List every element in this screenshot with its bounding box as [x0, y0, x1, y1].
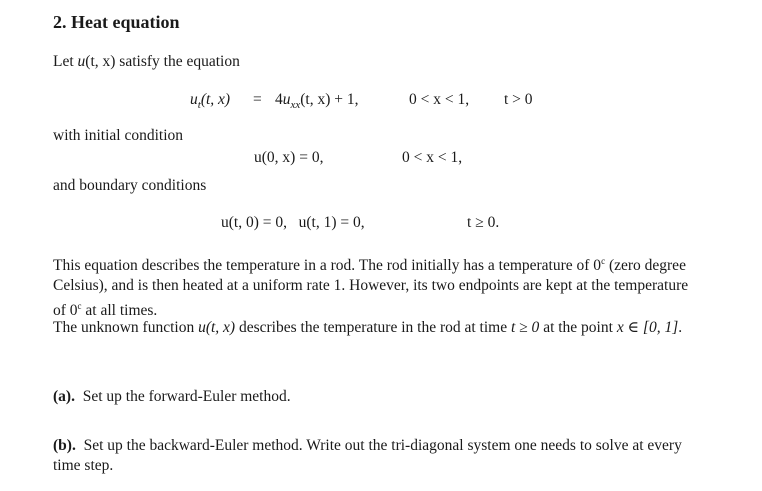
part-a: [53, 387, 693, 407]
section-heading: [53, 12, 180, 33]
rhs-sub: xx: [290, 99, 301, 112]
p2-text-3: at the point: [539, 319, 617, 336]
boundary-condition: u(t, 0) = 0, u(t, 1) = 0,: [221, 214, 365, 231]
section-number: 2.: [53, 12, 67, 32]
lhs-sub: t: [197, 99, 201, 112]
intro-line: [53, 53, 240, 71]
intro-suffix: satisfy the equation: [119, 53, 240, 70]
part-b-label: (b).: [53, 437, 76, 454]
description-paragraph-2: [53, 318, 693, 338]
boundary-label: and boundary conditions: [53, 177, 207, 194]
description-paragraph-1: [53, 251, 693, 321]
boundary-domain: t ≥ 0.: [467, 214, 500, 231]
p1-text-1: This equation describes the temperature in a rod. The rod initially has a temperature of 0: [53, 257, 602, 275]
celsius-sup-2: c: [77, 301, 82, 312]
initial-domain: 0 < x < 1,: [402, 149, 463, 166]
part-b-text: Set up the backward-Euler method. Write out the tri-diagonal system one needs to solve at every time step.: [53, 437, 682, 474]
rhs-args: (t, x) + 1,: [300, 91, 359, 108]
initial-condition: u(0, x) = 0,: [254, 149, 324, 166]
section-title: Heat equation: [71, 12, 180, 32]
rhs-func: u: [282, 91, 291, 108]
lhs-func: u: [190, 91, 198, 108]
celsius-sup-1: c: [601, 256, 606, 266]
intro-args: (t, x): [85, 53, 116, 70]
p2-text-1: The unknown function: [53, 319, 199, 336]
pde-domain-x: 0 < x < 1,: [409, 91, 470, 108]
p2-text-2: describes the temperature in the rod at time: [235, 319, 511, 336]
part-a-label: (a).: [53, 388, 75, 405]
p2-func: u(t, x): [198, 319, 236, 336]
part-a-text: Set up the forward-Euler method.: [82, 388, 291, 405]
p2-text-4: .: [678, 319, 683, 336]
pde-domain-t: t > 0: [504, 91, 533, 108]
rhs-coeff: 4: [275, 91, 283, 108]
pde-rhs: [275, 91, 359, 111]
part-b: [53, 436, 683, 476]
p2-time: t ≥ 0: [510, 319, 540, 336]
p1-text-2: (zero degree Celsius), and is then heated at a uniform rate 1. However, its two endpoints are kept at the temperature of 0: [53, 257, 689, 320]
intro-prefix: Let: [53, 53, 74, 70]
intro-func: u: [77, 53, 86, 70]
pde-lhs: [190, 91, 230, 111]
p1-text-3: at all times.: [81, 302, 158, 320]
p2-point: x ∈ [0, 1]: [616, 319, 679, 336]
pde-equals: =: [253, 91, 262, 108]
initial-label: with initial condition: [53, 127, 184, 144]
lhs-args: (t, x): [200, 91, 231, 108]
